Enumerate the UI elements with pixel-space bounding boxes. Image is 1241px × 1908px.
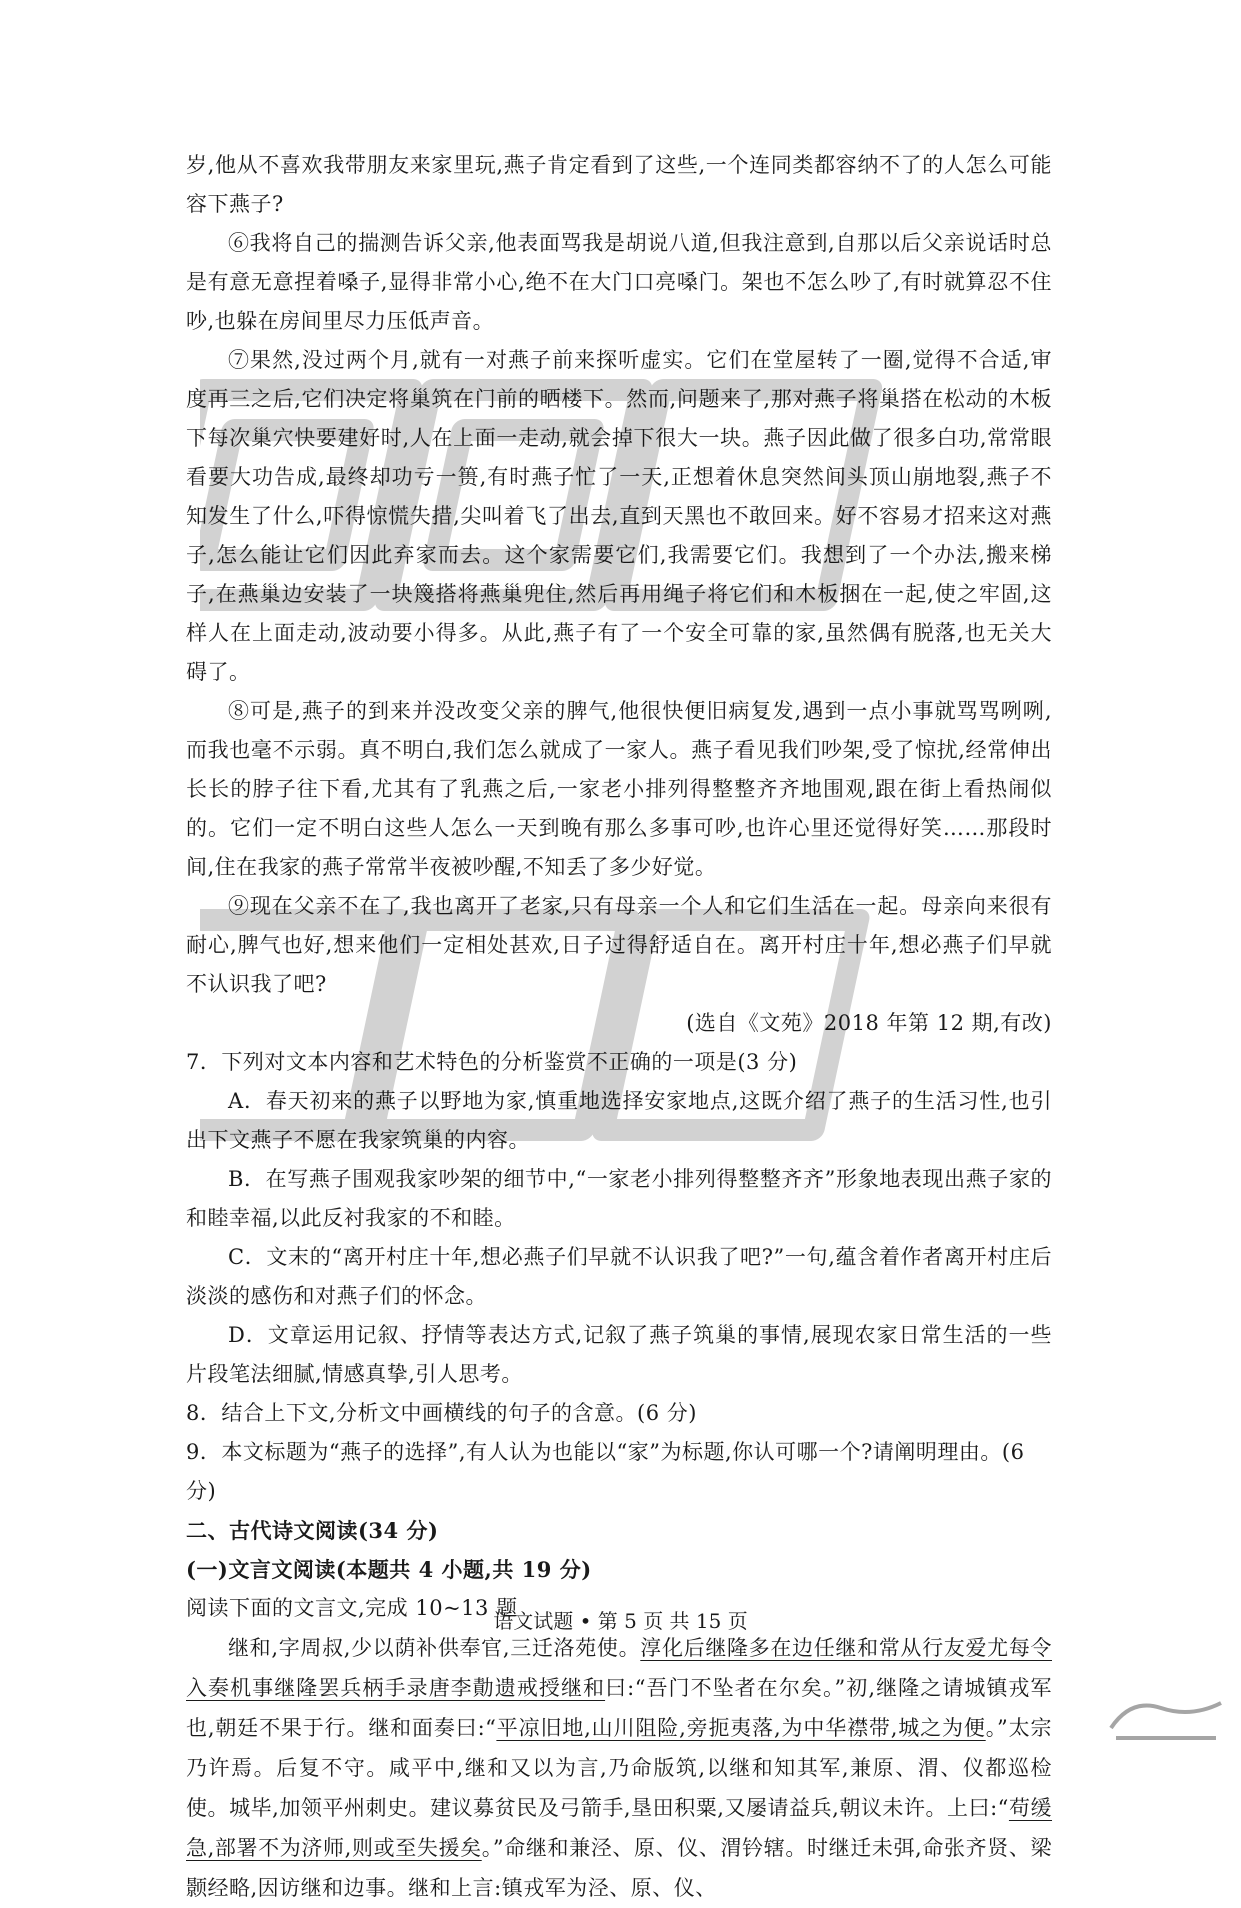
classical-text-segment: 。”命继和兼泾、原、仪、渭钤辖。时继迁未弭,命张齐贤、梁颢经略,因访继和边事。继和上言:镇戎军为泾、原、仪、 xyxy=(186,1836,1052,1900)
subsection-heading-prose: (一)文言文阅读(本题共 4 小题,共 19 分) xyxy=(186,1557,592,1582)
underlined-sentence-2: 平凉旧地,山川阻险,旁扼夷落,为中华襟带,城之为便 xyxy=(496,1716,986,1740)
classical-text-segment: 曰:“吾门不坠者在尔矣。”初,继隆之请城镇戎军也,朝廷不果于行。继和面奏曰:“ xyxy=(186,1676,1052,1740)
paragraph-6: ⑥我将自己的揣测告诉父亲,他表面骂我是胡说八道,但我注意到,自那以后父亲说话时总是有意无意捏着嗓子,显得非常小心,绝不在大门口亮嗓门。架也不怎么吵了,有时就算忍不住吵,也躲在房间里尽力压低声音。 xyxy=(186,231,1052,333)
paragraph-8: ⑧可是,燕子的到来并没改变父亲的脾气,他很快便旧病复发,遇到一点小事就骂骂咧咧,而我也毫不示弱。真不明白,我们怎么就成了一家人。燕子看见我们吵架,受了惊扰,经常伸出长长的脖子往下看,尤其有了乳燕之后,一家老小排列得整整齐齐地围观,跟在街上看热闹似的。它们一定不明白这些人怎么一天到晚有那么多事可吵,也许心里还觉得好笑……那段时间,住在我家的燕子常常半夜被吵醒,不知丢了多少好觉。 xyxy=(186,699,1052,879)
question-7-option-a: A．春天初来的燕子以野地为家,慎重地选择安家地点,这既介绍了燕子的生活习性,也引出下文燕子不愿在我家筑巢的内容。 xyxy=(186,1089,1052,1152)
question-8: 8．结合上下文,分析文中画横线的句子的含意。(6 分) xyxy=(186,1401,697,1425)
paragraph-continuation: 岁,他从不喜欢我带朋友来家里玩,燕子肯定看到了这些,一个连同类都容纳不了的人怎么可能容下燕子? xyxy=(186,153,1052,216)
reading-instruction: 阅读下面的文言文,完成 10~13 题 xyxy=(186,1596,518,1620)
page-content xyxy=(186,146,1052,1908)
page-footer: 语文试题 • 第 5 页 共 15 页 xyxy=(493,1609,748,1633)
paragraph-7: ⑦果然,没过两个月,就有一对燕子前来探听虚实。它们在堂屋转了一圈,觉得不合适,审度再三之后,它们决定将巢筑在门前的晒楼下。然而,问题来了,那对燕子将巢搭在松动的木板下每次巢穴快要建好时,人在上面一走动,就会掉下很大一块。燕子因此做了很多白功,常常眼看要大功告成,最终却功亏一篑,有时燕子忙了一天,正想着休息突然间头顶山崩地裂,燕子不知发生了什么,吓得惊慌失措,尖叫着飞了出去,直到天黑也不敢回来。好不容易才招来这对燕子,怎么能让它们因此弃家而去。这个家需要它们,我需要它们。我想到了一个办法,搬来梯子,在燕巢边安装了一块篾搭将燕巢兜住,然后再用绳子将它们和木板捆在一起,使之牢固,这样人在上面走动,波动要小得多。从此,燕子有了一个安全可靠的家,虽然偶有脱落,也无关大碍了。 xyxy=(186,348,1052,684)
question-7-option-b: B．在写燕子围观我家吵架的细节中,“一家老小排列得整整齐齐”形象地表现出燕子家的和睦幸福,以此反衬我家的不和睦。 xyxy=(186,1167,1052,1230)
classical-text-segment: 继和,字周叔,少以荫补供奉官,三迁洛苑使。 xyxy=(228,1636,641,1660)
paragraph-9: ⑨现在父亲不在了,我也离开了老家,只有母亲一个人和它们生活在一起。母亲向来很有耐心,脾气也好,想来他们一定相处甚欢,日子过得舒适自在。离开村庄十年,想必燕子们早就不认识我了吧? xyxy=(186,894,1052,996)
corner-logo xyxy=(1101,1688,1231,1748)
underlined-sentence-1: 淳化后继隆多在边任继和常从行友爱尤每令入奏机事继隆罢兵柄手录唐李勣遗戒授继和 xyxy=(186,1636,1052,1700)
source-citation: (选自《文苑》2018 年第 12 期,有改) xyxy=(686,1011,1052,1035)
section-heading-classical: 二、古代诗文阅读(34 分) xyxy=(186,1518,439,1543)
classical-text-segment: 。”太宗乃许焉。后复不守。咸平中,继和又以为言,乃命版筑,以继和知其军,兼原、渭、仪都巡检使。城毕,加领平州刺史。建议募贫民及弓箭手,垦田积粟,又屡请益兵,朝议未许。上曰:“ xyxy=(186,1716,1052,1820)
underlined-sentence-3: 苟缓急,部署不为济师,则或至失援矣 xyxy=(186,1796,1053,1860)
question-7-option-c: C．文末的“离开村庄十年,想必燕子们早就不认识我了吧?”一句,蕴含着作者离开村庄后淡淡的感伤和对燕子们的怀念。 xyxy=(186,1245,1052,1308)
question-7-option-d: D．文章运用记叙、抒情等表达方式,记叙了燕子筑巢的事情,展现农家日常生活的一些片段笔法细腻,情感真挚,引人思考。 xyxy=(186,1323,1052,1386)
classical-text xyxy=(186,1628,1052,1908)
question-7-stem: 7．下列对文本内容和艺术特色的分析鉴赏不正确的一项是(3 分) xyxy=(186,1050,798,1074)
question-9: 9．本文标题为“燕子的选择”,有人认为也能以“家”为标题,你认可哪一个?请阐明理由。(6 分) xyxy=(186,1440,1025,1503)
